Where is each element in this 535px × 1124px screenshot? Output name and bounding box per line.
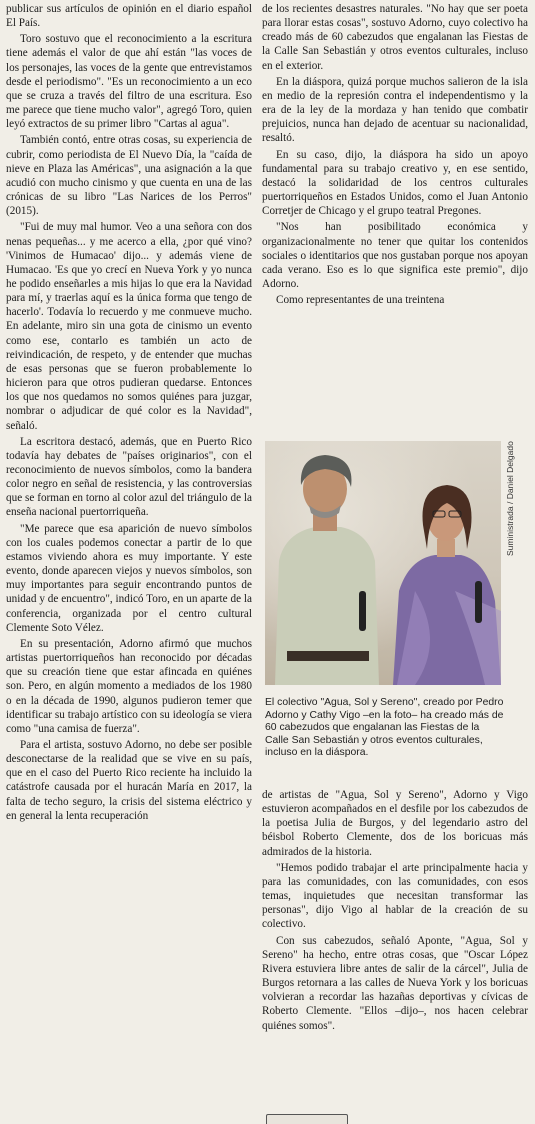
photo-illustration — [265, 441, 501, 685]
paragraph: "Me parece que esa aparición de nuevo símbolos con los cuales podemos conectar a partir de lo que estamos viviendo ahora es muy importante. Y este evento, donde aparecen viejos y nuevos símbolos, son muy importantes para seguir encontrando puntos de unidad y de encuentro", indicó Toro, en un aparte de la conferencia, organizada por el centro cultural Clemente Soto Vélez. — [6, 522, 252, 634]
article-photo — [265, 441, 501, 685]
paragraph: "Fui de muy mal humor. Veo a una señora con dos nenas pequeñas... y me acerco a ella, ¿por qué vino? 'Vinimos de Humacao' dijo... y además viene de Humacao. 'Es que yo crecí en Nueva York y yo nunca he podido enseñarles a mis hijas lo que era la Navidad para mí, y traerlas aquí es la única forma que tengo de hacerlo'. Todavía lo recuerdo y me conmueve mucho. En adelante, miro sin una gota de cinismo un evento como ese, contarlo es también un acto de reivindicación, de respeto, y de entender que muchas de esas personas que se fueron probablemente lo hicieron para que otros pudieran quedarse. Entonces los que nos quedamos no somos quiénes para juzgar, nombrar o adjudicar de qué color es la Navidad", señaló. — [6, 221, 252, 432]
article-column-left — [6, 2, 252, 825]
paragraph: También contó, entre otras cosas, su experiencia de cubrir, como periodista de El Nuevo Día, la "caída de nieve en Plaza las Américas", una asignación a la que acudió con mucho cinismo y que cuenta en una de las crónicas de su libro "Las Narices de los Perros" (2015). — [6, 134, 252, 218]
photo-figure — [265, 441, 527, 760]
man-microphone — [359, 591, 366, 631]
paragraph: En su presentación, Adorno afirmó que muchos artistas puertorriqueños han reconocido por décadas que su creación tiene que estar afincada en quiénes son. Pero, en algún momento a mediados de los 1980 o en la década de 1990, algunos pudieron temer que identificar su trabajo artístico con su ideología se viera como "una camisa de fuerza". — [6, 637, 252, 735]
paragraph: Para el artista, sostuvo Adorno, no debe ser posible desconectarse de la realidad que se vive en su país, que en el caso del Puerto Rico reciente ha incluido la catástrofe causada por el huracán María en 2017, la falta de techo seguro, la crisis del sistema eléctrico y en general la lenta recuperación — [6, 738, 252, 822]
photo-credit: Suministrada / Daniel Delgado — [505, 441, 515, 556]
paragraph: "Hemos podido trabajar el arte principalmente hacia y para las comunidades, con las comunidades, con esos temas, inquietudes que necesitan transformar las personas", dijo Vigo al hablar de la creación de su colectivo. — [262, 861, 528, 931]
paragraph: publicar sus artículos de opinión en el diario español El País. — [6, 3, 252, 30]
article-column-right-bottom — [262, 788, 528, 1035]
woman-microphone — [475, 581, 482, 623]
photo-caption: El colectivo "Agua, Sol y Sereno", creado por Pedro Adorno y Cathy Vigo –en la foto– ha creado más de 60 cabezudos que engalanan las Fiestas de la Calle San Sebastián y otros eventos culturales, incluso en la diáspora. — [265, 697, 504, 759]
paragraph: Toro sostuvo que el reconocimiento a la escritura tiene además el valor de que ahí están "las voces de los personajes, las voces de la gente que entrevistamos desde el periodismo". "Es un reconocimiento a un eco que se cruza a través del filtro de una escritura. Eso me parece que tiene mucho valor", agregó Toro, quien leyó extractos de su primer libro "Cartas al agua". — [6, 33, 252, 131]
woman-neck — [437, 539, 455, 557]
paragraph: En su caso, dijo, la diáspora ha sido un apoyo fundamental para su trabajo creativo y, en ese sentido, destacó la solidaridad de los centros culturales puertorriqueños en Estados Unidos, como el Juan Antonio Corretjer de Chicago y el grupo teatral Pregones. — [262, 148, 528, 218]
article-column-right-top — [262, 2, 528, 309]
paragraph: La escritora destacó, además, que en Puerto Rico todavía hay debates de "países originarios", con el reconocimiento de nuevos símbolos, como la bandera color negro en señal de resistencia, y las controversias que se forman en torno al color azul del triángulo de la enseña nacional puertorriqueña. — [6, 435, 252, 519]
paragraph: "Nos han posibilitado económica y organizacionalmente no tener que quitar los contenidos sociales o identitarios que nos gustaban porque nos apoyan cada verano. Eso es lo que significa este premio", dijo Adorno. — [262, 221, 528, 290]
paragraph: Como representantes de una treintena — [276, 294, 445, 307]
paragraph: de artistas de "Agua, Sol y Sereno", Adorno y Vigo estuvieron acompañados en el desfile por los cabezudos de la poetisa Julia de Burgos, y del legendario astro del béisbol Roberto Clemente, dos de los boricuas más admirados de la historia. — [262, 789, 528, 858]
publication-logo — [266, 1114, 348, 1124]
footer-band — [262, 1112, 530, 1124]
paragraph: En la diáspora, quizá porque muchos salieron de la isla en medio de la represión contra el independentismo y la era de la ley de la mordaza y han tenido que combatir prejuicios, nunca han dejado de acentuar su nacionalidad, resaltó. — [262, 75, 528, 145]
paragraph: Con sus cabezudos, señaló Aponte, "Agua, Sol y Sereno" ha hecho, entre otras cosas, que "Oscar López Rivera estuviera libre antes de salir de la cárcel", Julia de Burgos retornara a las calles de Nueva York y los boricuas volvieran a recordar las hazañas deportivas y cívicas de Roberto Clemente. "Ellos –dijo–, nos hacen celebrar quiénes somos". — [262, 934, 528, 1032]
paragraph: de los recientes desastres naturales. "No hay que ser poeta para llorar estas cosas", sostuvo Adorno, cuyo colectivo ha creado más de 60 cabezudos que engalanan las Fiestas de la Calle San Sebastián y otros eventos culturales, incluso en el exterior. — [262, 3, 528, 72]
man-belt — [287, 651, 369, 661]
